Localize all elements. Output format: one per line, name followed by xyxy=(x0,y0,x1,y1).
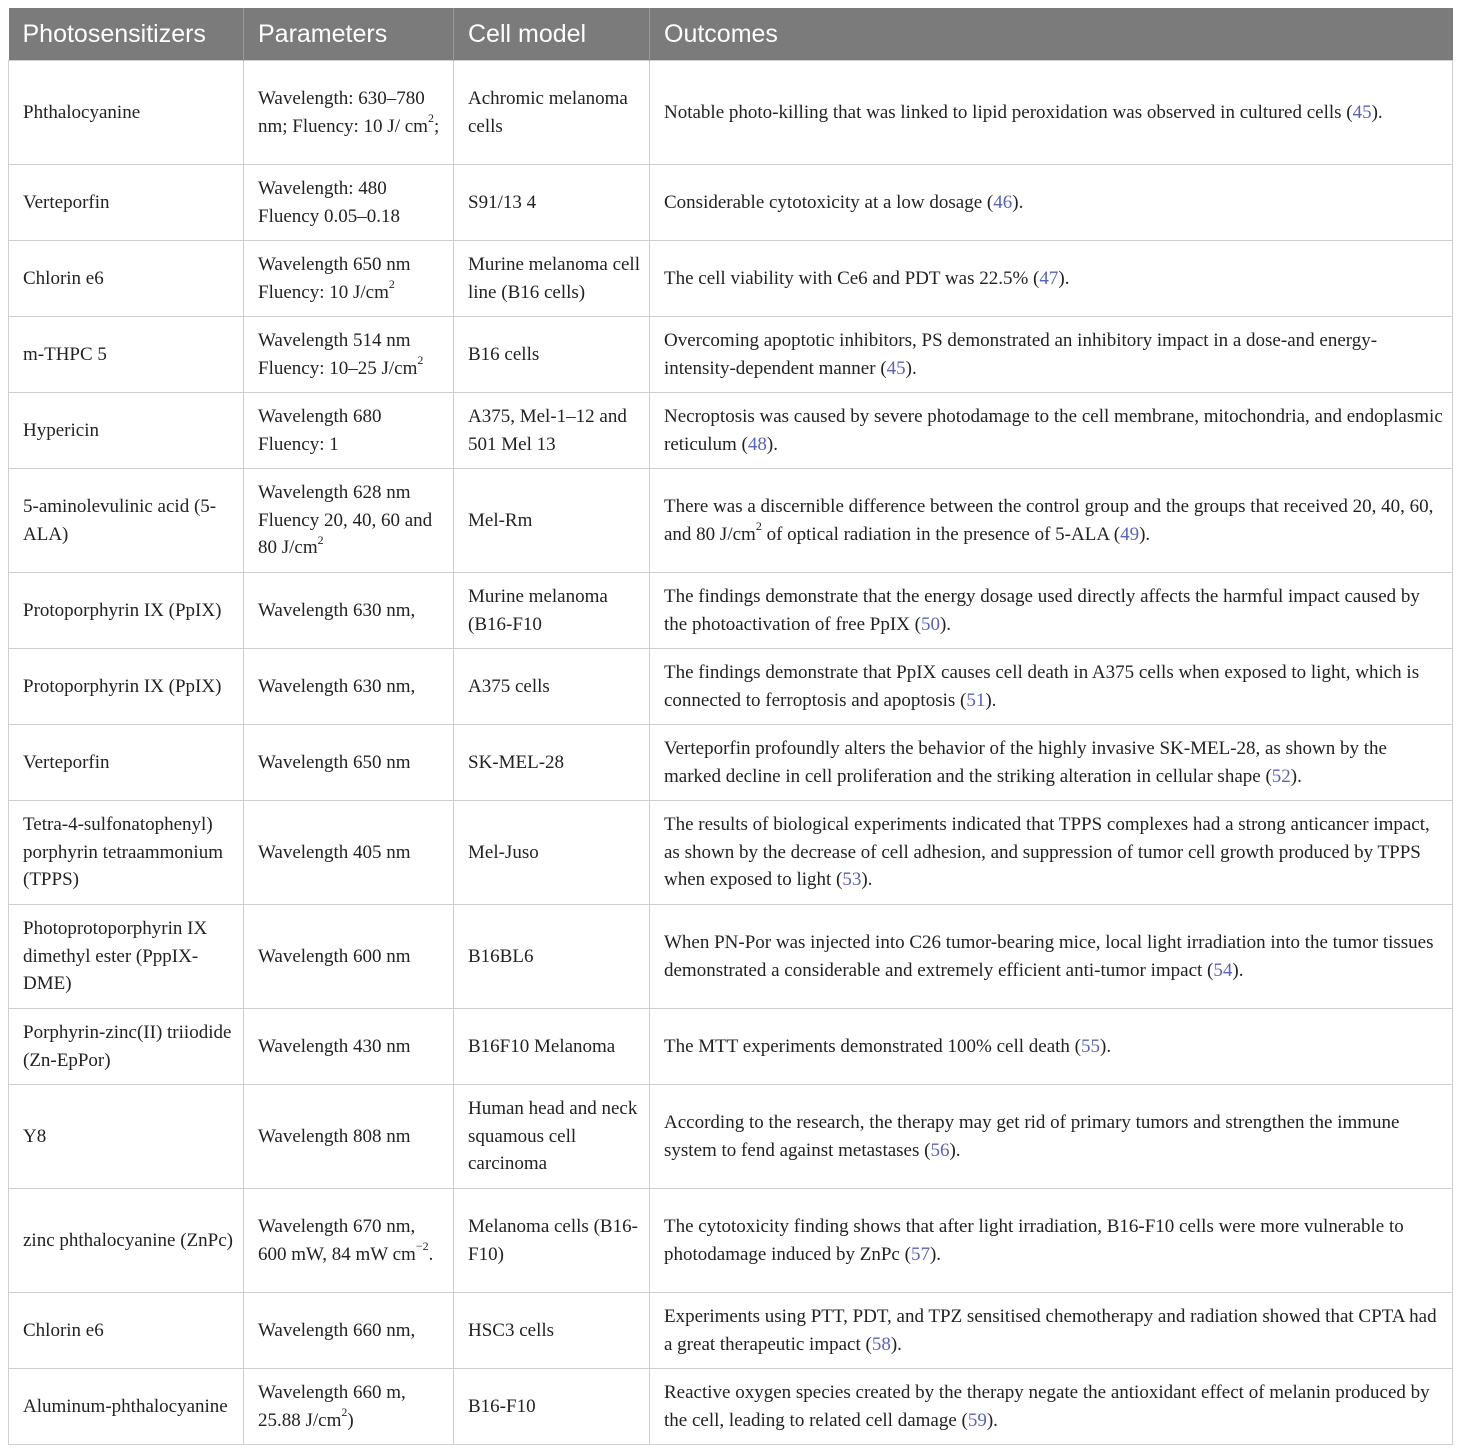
cell-outcome xyxy=(650,469,1453,573)
parameters-text: Wavelength 680 Fluency: 1 xyxy=(258,406,382,455)
parameters-text: Wavelength 630 nm, xyxy=(258,675,416,697)
outcome-text: The findings demonstrate that PpIX causes cell death in A375 cells when exposed to light, which is connected to ferroptosis and apoptosis ( xyxy=(664,662,1420,711)
reference-link[interactable]: 51 xyxy=(966,689,986,711)
cell-parameters xyxy=(244,1293,454,1369)
cell-outcome xyxy=(650,905,1453,1009)
parameters-text: Wavelength 430 nm xyxy=(258,1035,411,1057)
outcome-text-end: ). xyxy=(1100,1035,1112,1057)
cell-outcome xyxy=(650,241,1453,317)
cell-parameters xyxy=(244,1085,454,1189)
cell-parameters xyxy=(244,725,454,801)
reference-link[interactable]: 54 xyxy=(1213,959,1233,981)
cell-parameters xyxy=(244,1369,454,1445)
outcome-text-end: ). xyxy=(939,613,952,635)
parameters-text: Wavelength 660 m, 25.88 J/cm xyxy=(258,1382,406,1431)
outcome-text: The results of biological experiments indicated that TPPS complexes had a strong anticancer impact, as shown by the decrease of cell adhesion, and suppression of tumor cell growth produced by TPPS when exposed to light ( xyxy=(664,814,1430,891)
reference-link[interactable]: 45 xyxy=(1352,101,1372,123)
cell-photosensitizer: Verteporfin xyxy=(9,165,244,241)
reference-link[interactable]: 53 xyxy=(842,869,862,891)
table-row xyxy=(9,573,1453,649)
outcome-text-end: ). xyxy=(1232,959,1244,981)
outcome-text: Reactive oxygen species created by the therapy negate the antioxidant effect of melanin produced by the cell, leading to related cell damage ( xyxy=(664,1382,1430,1431)
cell-outcome xyxy=(650,1189,1453,1293)
cell-cell-model: A375 cells xyxy=(454,649,650,725)
outcome-text-end: ). xyxy=(949,1139,961,1161)
cell-outcome xyxy=(650,61,1453,165)
parameters-text: Wavelength 650 nm xyxy=(258,751,411,773)
parameters-superscript: 2 xyxy=(427,111,434,126)
outcome-text-end: ). xyxy=(1012,191,1024,213)
cell-photosensitizer: Photoprotoporphyrin IX dimethyl ester (PppIX-DME) xyxy=(9,905,244,1009)
table-body xyxy=(9,61,1453,1445)
table-row xyxy=(9,725,1453,801)
parameters-suffix: . xyxy=(428,1243,434,1265)
cell-outcome xyxy=(650,317,1453,393)
outcome-text: Notable photo-killing that was linked to lipid peroxidation was observed in cultured cells ( xyxy=(664,101,1353,123)
table-row xyxy=(9,1189,1453,1293)
outcome-text: of optical radiation in the presence of 5-ALA ( xyxy=(761,523,1121,545)
cell-outcome xyxy=(650,165,1453,241)
cell-outcome xyxy=(650,1009,1453,1085)
cell-parameters xyxy=(244,649,454,725)
cell-cell-model: HSC3 cells xyxy=(454,1293,650,1369)
outcome-text: The cell viability with Ce6 and PDT was 22.5% ( xyxy=(664,267,1040,289)
cell-photosensitizer: Y8 xyxy=(9,1085,244,1189)
cell-cell-model: B16F10 Melanoma xyxy=(454,1009,650,1085)
parameters-text: Wavelength 808 nm xyxy=(258,1125,411,1147)
cell-photosensitizer: m-THPC 5 xyxy=(9,317,244,393)
reference-link[interactable]: 57 xyxy=(910,1243,930,1265)
cell-photosensitizer: Hypericin xyxy=(9,393,244,469)
table-row xyxy=(9,469,1453,573)
cell-photosensitizer: Aluminum-phthalocyanine xyxy=(9,1369,244,1445)
cell-outcome xyxy=(650,1369,1453,1445)
cell-parameters xyxy=(244,165,454,241)
cell-photosensitizer: Protoporphyrin IX (PpIX) xyxy=(9,573,244,649)
header-photosensitizers: Photosensitizers xyxy=(9,8,244,61)
cell-cell-model: Melanoma cells (B16-F10) xyxy=(454,1189,650,1293)
parameters-text: Wavelength 670 nm, 600 mW, 84 mW cm xyxy=(258,1216,416,1265)
outcome-text-end: ). xyxy=(1139,523,1151,545)
reference-link[interactable]: 55 xyxy=(1081,1035,1100,1057)
table-row xyxy=(9,317,1453,393)
table-row xyxy=(9,61,1453,165)
header-cell-model: Cell model xyxy=(454,8,650,61)
outcome-text: The cytotoxicity finding shows that after light irradiation, B16-F10 cells were more vulnerable to photodamage induced by ZnPc ( xyxy=(664,1216,1404,1265)
reference-link[interactable]: 47 xyxy=(1039,267,1059,289)
parameters-superscript: 2 xyxy=(417,353,424,368)
outcome-text: Necroptosis was caused by severe photodamage to the cell membrane, mitochondria, and endoplasmic reticulum ( xyxy=(664,406,1443,455)
outcome-text: When PN-Por was injected into C26 tumor-bearing mice, local light irradiation into the tumor tissues demonstrated a considerable and extremely efficient anti-tumor impact ( xyxy=(664,932,1434,981)
cell-outcome xyxy=(650,725,1453,801)
table-row xyxy=(9,1369,1453,1445)
table-header xyxy=(9,8,1453,61)
cell-cell-model: S91/13 4 xyxy=(454,165,650,241)
table-row xyxy=(9,165,1453,241)
cell-outcome xyxy=(650,1293,1453,1369)
parameters-superscript: 2 xyxy=(388,277,395,292)
outcome-text: Experiments using PTT, PDT, and TPZ sensitised chemotherapy and radiation showed that CPTA had a great therapeutic impact ( xyxy=(664,1306,1437,1355)
reference-link[interactable]: 58 xyxy=(871,1333,891,1355)
outcome-text-end: ). xyxy=(890,1333,902,1355)
cell-parameters xyxy=(244,905,454,1009)
reference-link[interactable]: 59 xyxy=(967,1409,987,1431)
outcome-text-end: ). xyxy=(861,869,873,891)
table-row xyxy=(9,1293,1453,1369)
cell-outcome xyxy=(650,649,1453,725)
outcome-text-end: ). xyxy=(905,357,917,379)
outcome-superscript: 2 xyxy=(755,519,762,534)
cell-cell-model: Murine melanoma (B16-F10 xyxy=(454,573,650,649)
cell-parameters xyxy=(244,469,454,573)
parameters-text: Wavelength: 480 Fluency 0.05–0.18 xyxy=(258,178,400,227)
reference-link[interactable]: 46 xyxy=(993,191,1013,213)
cell-parameters xyxy=(244,573,454,649)
table-row xyxy=(9,649,1453,725)
cell-cell-model: A375, Mel-1–12 and 501 Mel 13 xyxy=(454,393,650,469)
parameters-text: Wavelength 628 nm Fluency 20, 40, 60 and 80 J/cm xyxy=(258,482,433,559)
cell-photosensitizer: Porphyrin-zinc(II) triiodide (Zn-EpPor) xyxy=(9,1009,244,1085)
cell-parameters xyxy=(244,1009,454,1085)
cell-parameters xyxy=(244,393,454,469)
table-row xyxy=(9,1009,1453,1085)
parameters-text: Wavelength 405 nm xyxy=(258,841,411,863)
parameters-superscript: −2 xyxy=(415,1239,429,1254)
outcome-text: According to the research, the therapy may get rid of primary tumors and strengthen the immune system to fend against metastases ( xyxy=(664,1112,1400,1161)
reference-link[interactable]: 56 xyxy=(930,1139,950,1161)
cell-cell-model: Achromic melanoma cells xyxy=(454,61,650,165)
cell-outcome xyxy=(650,573,1453,649)
cell-outcome xyxy=(650,1085,1453,1189)
cell-cell-model: Human head and neck squamous cell carcinoma xyxy=(454,1085,650,1189)
cell-photosensitizer: Verteporfin xyxy=(9,725,244,801)
outcome-text: Overcoming apoptotic inhibitors, PS demonstrated an inhibitory impact in a dose-and energy-intensity-dependent manner ( xyxy=(664,330,1378,379)
outcome-text-end: ). xyxy=(1371,101,1383,123)
table-row xyxy=(9,1085,1453,1189)
cell-cell-model: B16BL6 xyxy=(454,905,650,1009)
header-parameters: Parameters xyxy=(244,8,454,61)
parameters-text: Wavelength 660 nm, xyxy=(258,1319,416,1341)
cell-cell-model: Mel-Juso xyxy=(454,801,650,905)
parameters-suffix: ) xyxy=(347,1409,354,1431)
outcome-text-pre: There was a discernible difference between the control group and the groups that received 20, 40, 60, and 80 J/cm xyxy=(664,496,1434,545)
photosensitizers-table xyxy=(8,8,1453,1445)
parameters-suffix: ; xyxy=(433,115,440,137)
cell-cell-model: Mel-Rm xyxy=(454,469,650,573)
parameters-text: Wavelength: 630–780 nm; Fluency: 10 J/ cm xyxy=(258,88,428,137)
outcome-text-end: ). xyxy=(986,1409,998,1431)
parameters-text: Wavelength 630 nm, xyxy=(258,599,416,621)
parameters-superscript: 2 xyxy=(317,532,324,547)
cell-photosensitizer: 5-aminolevulinic acid (5-ALA) xyxy=(9,469,244,573)
cell-outcome xyxy=(650,801,1453,905)
outcome-text-end: ). xyxy=(1058,267,1070,289)
outcome-text-end: ). xyxy=(1290,765,1302,787)
cell-photosensitizer: Protoporphyrin IX (PpIX) xyxy=(9,649,244,725)
reference-link[interactable]: 50 xyxy=(920,613,940,635)
outcome-text: Considerable cytotoxicity at a low dosage ( xyxy=(664,191,994,213)
cell-photosensitizer: Tetra-4-sulfonatophenyl) porphyrin tetraammonium (TPPS) xyxy=(9,801,244,905)
reference-link[interactable]: 52 xyxy=(1271,765,1291,787)
cell-parameters xyxy=(244,61,454,165)
table-row xyxy=(9,905,1453,1009)
outcome-text: The MTT experiments demonstrated 100% cell death ( xyxy=(664,1035,1081,1057)
cell-parameters xyxy=(244,317,454,393)
table-row xyxy=(9,393,1453,469)
cell-photosensitizer: Phthalocyanine xyxy=(9,61,244,165)
cell-photosensitizer: Chlorin e6 xyxy=(9,1293,244,1369)
cell-parameters xyxy=(244,241,454,317)
cell-photosensitizer: zinc phthalocyanine (ZnPc) xyxy=(9,1189,244,1293)
cell-cell-model: B16-F10 xyxy=(454,1369,650,1445)
table-row xyxy=(9,241,1453,317)
cell-cell-model: SK-MEL-28 xyxy=(454,725,650,801)
cell-cell-model: Murine melanoma cell line (B16 cells) xyxy=(454,241,650,317)
parameters-text: Wavelength 650 nm Fluency: 10 J/cm xyxy=(258,254,411,303)
outcome-text-end: ). xyxy=(985,689,997,711)
cell-parameters xyxy=(244,801,454,905)
cell-cell-model: B16 cells xyxy=(454,317,650,393)
table-row xyxy=(9,801,1453,905)
outcome-text-end: ). xyxy=(929,1243,942,1265)
parameters-text: Wavelength 600 nm xyxy=(258,945,411,967)
reference-link[interactable]: 49 xyxy=(1120,523,1140,545)
cell-outcome xyxy=(650,393,1453,469)
reference-link[interactable]: 48 xyxy=(747,433,767,455)
cell-photosensitizer: Chlorin e6 xyxy=(9,241,244,317)
table-container xyxy=(8,8,1452,1445)
outcome-text: The findings demonstrate that the energy dosage used directly affects the harmful impact caused by the photoactivation of free PpIX ( xyxy=(664,586,1420,635)
parameters-superscript: 2 xyxy=(341,1405,348,1420)
reference-link[interactable]: 45 xyxy=(886,357,906,379)
outcome-text: Verteporfin profoundly alters the behavior of the highly invasive SK-MEL-28, as shown by the marked decline in cell proliferation and the striking alteration in cellular shape ( xyxy=(664,738,1387,787)
header-row xyxy=(9,8,1453,61)
parameters-text: Wavelength 514 nm Fluency: 10–25 J/cm xyxy=(258,330,418,379)
cell-parameters xyxy=(244,1189,454,1293)
outcome-text-end: ). xyxy=(766,433,778,455)
header-outcomes: Outcomes xyxy=(650,8,1453,61)
